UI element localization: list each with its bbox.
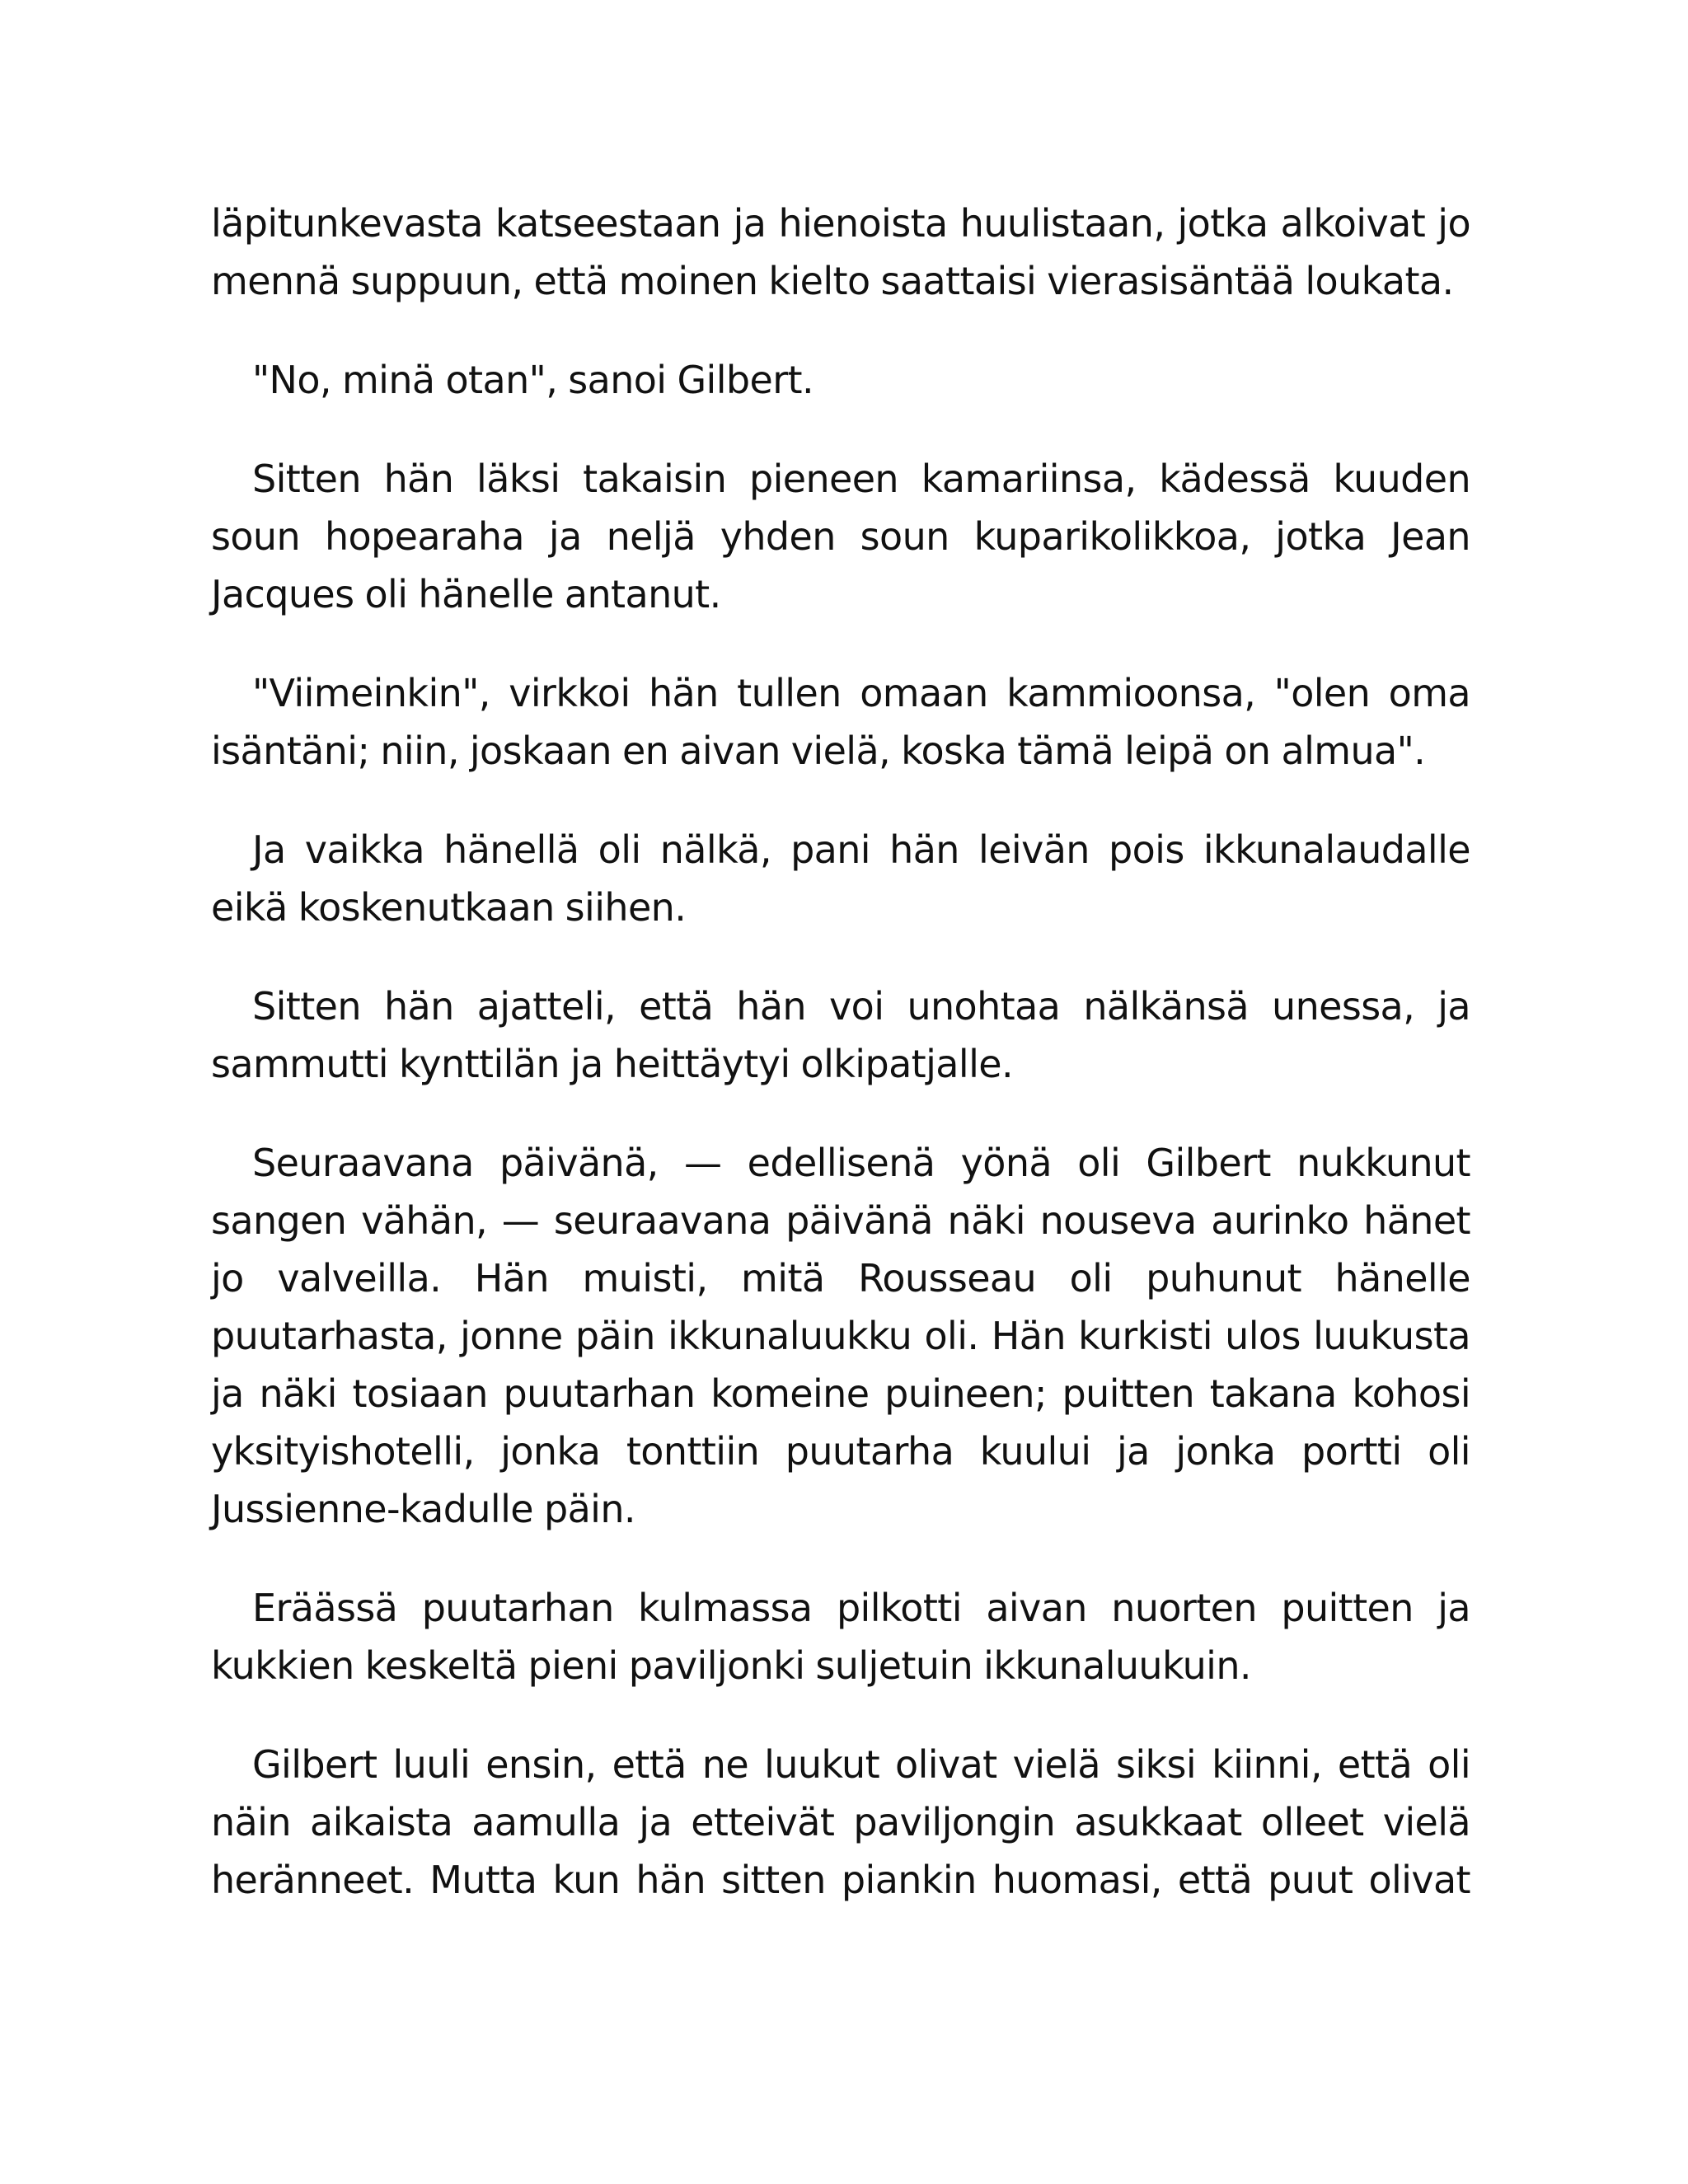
paragraph-2: "No, minä otan", sanoi Gilbert. (252, 358, 814, 402)
paragraph-3: Sitten hän läksi takaisin pieneen kamariinsa, kädessä kuuden soun hopearaha ja neljä yhden soun kuparikolikkoa, jotka Jean Jacques oli hänelle antanut. (211, 457, 1470, 616)
paragraph-6: Sitten hän ajatteli, että hän voi unohtaa nälkänsä unessa, ja sammutti kynttilän ja heittäytyi olkipatjalle. (211, 984, 1470, 1086)
paragraph-7: Seuraavana päivänä, — edellisenä yönä oli Gilbert nukkunut sangen vähän, — seuraavana päivänä näki nouseva aurinko hänet jo valveilla. Hän muisti, mitä Rousseau oli puhunut hänelle puutarhasta, jonne päin ikkunaluukku oli. Hän kurkisti ulos luukusta ja näki tosiaan puutarhan komeine puineen; puitten takana kohosi yksityishotelli, jonka tonttiin puutarha kuului ja jonka portti oli Jussienne-kadulle päin. (211, 1141, 1470, 1531)
paragraph-8: Eräässä puutarhan kulmassa pilkotti aivan nuorten puitten ja kukkien keskeltä pieni paviljonki suljetuin ikkunaluukuin. (211, 1586, 1470, 1688)
paragraph-4: "Viimeinkin", virkkoi hän tullen omaan kammioonsa, "olen oma isäntäni; niin, joskaan en aivan vielä, koska tämä leipä on almua". (211, 671, 1470, 773)
body-text (211, 194, 1470, 1909)
paragraph-9: Gilbert luuli ensin, että ne luukut olivat vielä siksi kiinni, että oli näin aikaista aamulla ja etteivät paviljongin asukkaat olleet vielä heränneet. Mutta kun hän sitten piankin huomasi, että puut olivat (211, 1742, 1470, 1902)
paragraph-5: Ja vaikka hänellä oli nälkä, pani hän leivän pois ikkunalaudalle eikä koskenutkaan siihen. (211, 827, 1470, 930)
paragraph-1: läpitunkevasta katseestaan ja hienoista huulistaan, jotka alkoivat jo mennä suppuun, että moinen kielto saattaisi vierasisäntää loukata. (211, 201, 1470, 303)
